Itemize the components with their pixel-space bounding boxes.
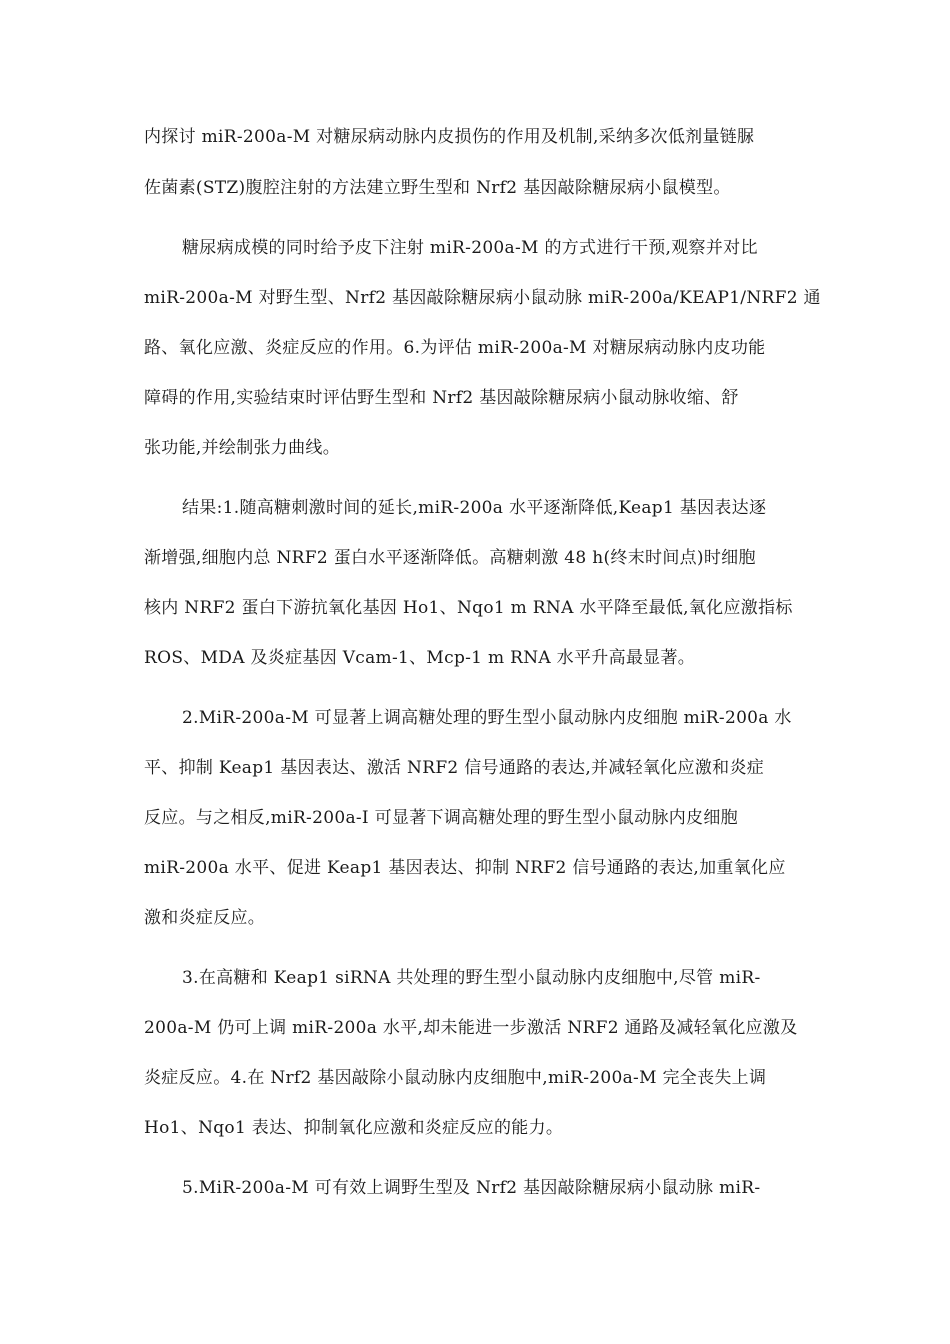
text-line: 核内 NRF2 蛋白下游抗氧化基因 Ho1、Nqo1 m RNA 水平降至最低,氧化应激指标	[144, 598, 793, 618]
text-line: 张功能,并绘制张力曲线。	[144, 438, 341, 458]
text-line: 200a-M 仍可上调 miR-200a 水平,却未能进一步激活 NRF2 通路及减轻氧化应激及	[144, 1018, 798, 1038]
text-line: 激和炎症反应。	[144, 908, 266, 928]
text-line: 路、氧化应激、炎症反应的作用。6.为评估 miR-200a-M 对糖尿病动脉内皮功能	[144, 338, 766, 358]
text-line: 2.MiR-200a-M 可显著上调高糖处理的野生型小鼠动脉内皮细胞 miR-200a 水	[182, 708, 792, 728]
text-line: Ho1、Nqo1 表达、抑制氧化应激和炎症反应的能力。	[144, 1118, 564, 1138]
text-line: miR-200a 水平、促进 Keap1 基因表达、抑制 NRF2 信号通路的表达,加重氧化应	[144, 858, 786, 878]
text-line: 平、抑制 Keap1 基因表达、激活 NRF2 信号通路的表达,并减轻氧化应激和炎症	[144, 758, 765, 778]
text-line: 障碍的作用,实验结束时评估野生型和 Nrf2 基因敲除糖尿病小鼠动脉收缩、舒	[144, 388, 739, 408]
text-line: miR-200a-M 对野生型、Nrf2 基因敲除糖尿病小鼠动脉 miR-200a/KEAP1/NRF2 通	[144, 288, 821, 308]
text-line: 3.在高糖和 Keap1 siRNA 共处理的野生型小鼠动脉内皮细胞中,尽管 miR-	[182, 968, 761, 988]
text-line: 反应。与之相反,miR-200a-I 可显著下调高糖处理的野生型小鼠动脉内皮细胞	[144, 808, 738, 828]
text-line: 佐菌素(STZ)腹腔注射的方法建立野生型和 Nrf2 基因敲除糖尿病小鼠模型。	[144, 178, 731, 198]
text-line: 结果:1.随高糖刺激时间的延长,miR-200a 水平逐渐降低,Keap1 基因表达逐	[182, 498, 767, 518]
text-line: 渐增强,细胞内总 NRF2 蛋白水平逐渐降低。高糖刺激 48 h(终末时间点)时细胞	[144, 548, 756, 568]
text-line: 炎症反应。4.在 Nrf2 基因敲除小鼠动脉内皮细胞中,miR-200a-M 完全丧失上调	[144, 1068, 767, 1088]
text-line: 5.MiR-200a-M 可有效上调野生型及 Nrf2 基因敲除糖尿病小鼠动脉 miR-	[182, 1178, 761, 1198]
text-line: 内探讨 miR-200a-M 对糖尿病动脉内皮损伤的作用及机制,采纳多次低剂量链脲	[144, 127, 755, 147]
text-line: ROS、MDA 及炎症基因 Vcam-1、Mcp-1 m RNA 水平升高最显著。	[144, 648, 696, 668]
text-line: 糖尿病成模的同时给予皮下注射 miR-200a-M 的方式进行干预,观察并对比	[182, 238, 758, 258]
